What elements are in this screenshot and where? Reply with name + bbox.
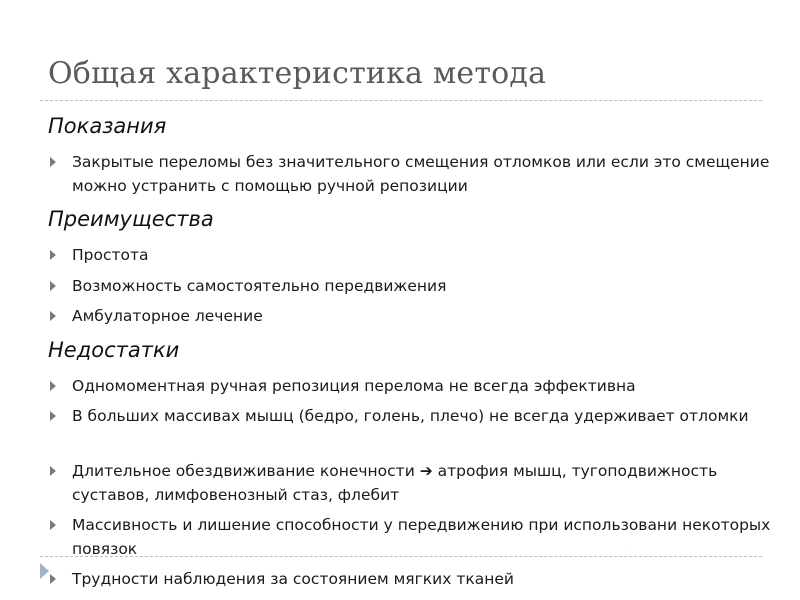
list-item: Одномоментная ручная репозиция перелома не всегда эффективна [72,377,636,395]
bullet-icon [50,157,56,167]
section-heading-advantages: Преимущества [48,207,214,231]
arrow-right-icon: ➔ [419,462,433,480]
list-item-text: Длительное обездвиживание конечности [72,462,420,480]
bullet-icon [50,520,56,530]
list-item: Трудности наблюдения за состоянием мягких тканей [72,570,514,588]
footer-divider [40,556,762,557]
section-heading-indications: Показания [48,114,167,138]
title-divider [40,100,762,101]
list-item: Амбулаторное лечение [72,307,263,325]
bullet-icon [50,311,56,321]
list-item: Массивность и лишение способности у передвижению при использовани некоторых повязок [72,516,771,558]
list-item: Возможность самостоятельно передвижения [72,277,447,295]
section-heading-disadvantages: Недостатки [48,338,180,362]
bullet-icon [50,411,56,421]
list-item: В больших массивах мышц (бедро, голень, плечо) не всегда удерживает отломки [72,407,749,425]
bullet-icon [50,250,56,260]
corner-triangle-icon [40,563,49,579]
bullet-icon [50,281,56,291]
bullet-icon [50,574,56,584]
list-item-text: атрофия мышц, тугоподвижность суставов, лимфовенозный стаз, флебит [72,462,718,504]
list-item: Закрытые переломы без значительного смещения отломков или если это смещение можно устранить с помощью ручной репозиции [72,153,770,195]
slide-title: Общая характеристика метода [48,56,547,91]
bullet-icon [50,381,56,391]
bullet-icon [50,466,56,476]
list-item: Простота [72,246,149,264]
list-item [72,459,772,507]
